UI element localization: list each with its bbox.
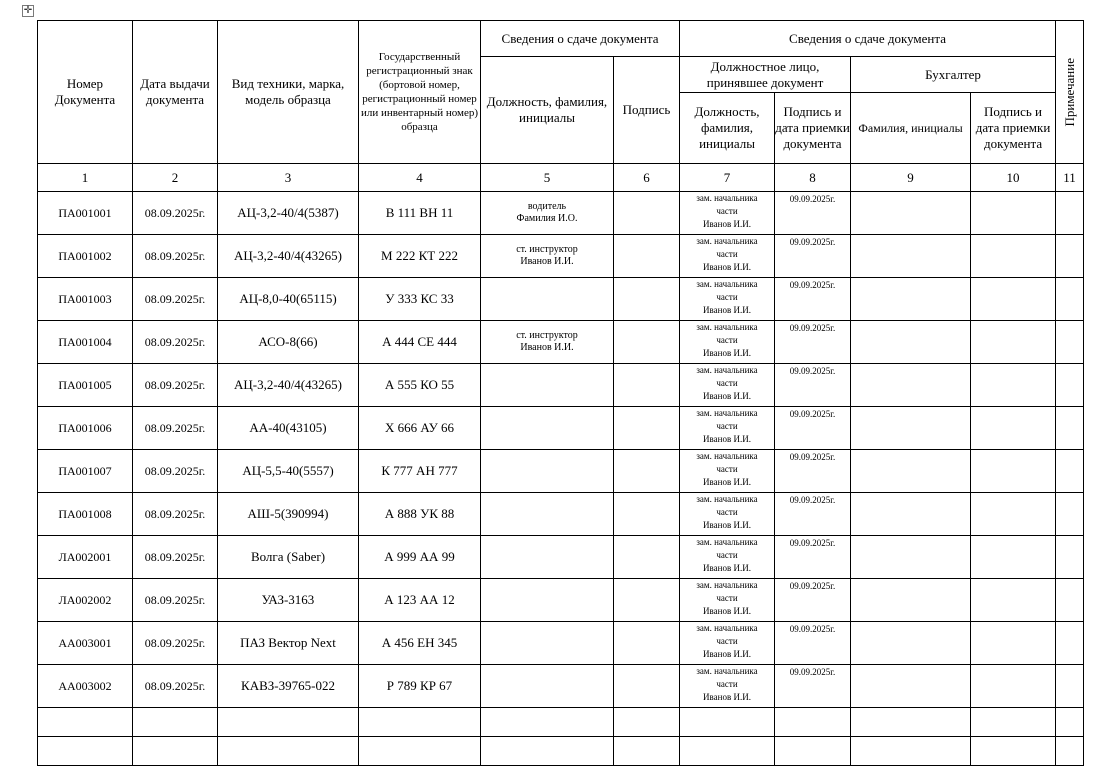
official-signature-date-cell[interactable]: 09.09.2025г. — [775, 235, 851, 278]
official-unit-line: части — [716, 550, 738, 560]
submitter-signature-cell[interactable] — [614, 278, 680, 321]
official-position-line: зам. начальника — [696, 537, 758, 547]
doc-number-cell[interactable]: ПА001001 — [38, 192, 133, 235]
official-unit-line: части — [716, 679, 738, 689]
registry-table — [37, 20, 1084, 766]
empty-cell[interactable] — [1056, 737, 1084, 766]
submitter-name: Иванов И.И. — [520, 256, 574, 267]
vehicle-cell[interactable]: КАВЗ-39765-022 — [218, 665, 359, 708]
official-signature-date-cell[interactable]: 09.09.2025г. — [775, 321, 851, 364]
empty-cell[interactable] — [680, 737, 775, 766]
accountant-name-cell[interactable] — [851, 321, 971, 364]
official-cell[interactable] — [680, 321, 775, 364]
empty-cell[interactable] — [971, 737, 1056, 766]
official-cell[interactable] — [680, 235, 775, 278]
table-row — [38, 364, 1084, 407]
column-number: 7 — [680, 164, 775, 192]
column-number: 10 — [971, 164, 1056, 192]
official-cell[interactable] — [680, 364, 775, 407]
header-submitter-position[interactable]: Должность, фамилия, инициалы — [481, 57, 614, 164]
official-position-line: зам. начальника — [696, 494, 758, 504]
empty-cell[interactable] — [359, 708, 481, 737]
vehicle-cell[interactable]: АА-40(43105) — [218, 407, 359, 450]
official-position-line: зам. начальника — [696, 580, 758, 590]
official-position-line: зам. начальника — [696, 365, 758, 375]
issue-date-cell[interactable]: 08.09.2025г. — [133, 192, 218, 235]
plate-cell[interactable]: М 222 КТ 222 — [359, 235, 481, 278]
vehicle-cell[interactable]: АЦ-3,2-40/4(43265) — [218, 364, 359, 407]
empty-cell[interactable] — [851, 737, 971, 766]
issue-date-cell[interactable]: 08.09.2025г. — [133, 665, 218, 708]
vehicle-cell[interactable]: Волга (Saber) — [218, 536, 359, 579]
empty-table-row — [38, 737, 1084, 766]
official-name-line: Иванов И.И. — [703, 219, 751, 229]
accountant-name-cell[interactable] — [851, 622, 971, 665]
accountant-name-cell[interactable] — [851, 278, 971, 321]
plate-cell[interactable]: К 777 АН 777 — [359, 450, 481, 493]
header-group-submission-b[interactable]: Сведения о сдаче документа — [680, 21, 1056, 57]
doc-number-cell[interactable]: ПА001008 — [38, 493, 133, 536]
official-unit-line: части — [716, 507, 738, 517]
official-cell[interactable] — [680, 579, 775, 622]
official-signature-date-cell[interactable]: 09.09.2025г. — [775, 622, 851, 665]
official-signature-date-cell[interactable]: 09.09.2025г. — [775, 450, 851, 493]
official-name-line: Иванов И.И. — [703, 391, 751, 401]
official-unit-line: части — [716, 292, 738, 302]
notes-cell[interactable] — [1056, 622, 1084, 665]
header-accountant-name[interactable]: Фамилия, инициалы — [851, 93, 971, 164]
official-position-line: зам. начальника — [696, 623, 758, 633]
empty-cell[interactable] — [971, 708, 1056, 737]
accountant-name-cell[interactable] — [851, 536, 971, 579]
header-receiving-official[interactable]: Должностное лицо, принявшее документ — [680, 57, 851, 93]
empty-cell[interactable] — [481, 737, 614, 766]
official-unit-line: части — [716, 464, 738, 474]
accountant-signature-cell[interactable] — [971, 493, 1056, 536]
header-notes: Примечание — [1061, 57, 1077, 127]
submitter-signature-cell[interactable] — [614, 493, 680, 536]
doc-number-cell[interactable]: АА003001 — [38, 622, 133, 665]
submitter-cell[interactable] — [481, 192, 614, 235]
plate-cell[interactable]: А 123 АА 12 — [359, 579, 481, 622]
accountant-name-cell[interactable] — [851, 407, 971, 450]
table-row — [38, 450, 1084, 493]
accountant-signature-cell[interactable] — [971, 450, 1056, 493]
empty-cell[interactable] — [775, 708, 851, 737]
submitter-cell[interactable] — [481, 622, 614, 665]
issue-date-cell[interactable]: 08.09.2025г. — [133, 278, 218, 321]
submitter-cell[interactable] — [481, 579, 614, 622]
doc-number-cell[interactable]: ПА001002 — [38, 235, 133, 278]
accountant-name-cell[interactable] — [851, 493, 971, 536]
submitter-cell[interactable] — [481, 364, 614, 407]
submitter-cell[interactable] — [481, 407, 614, 450]
submitter-name: Фамилия И.О. — [516, 213, 578, 224]
empty-cell[interactable] — [359, 737, 481, 766]
header-official-signature-date[interactable]: Подпись и дата приемки документа — [775, 93, 851, 164]
empty-cell[interactable] — [218, 737, 359, 766]
empty-cell[interactable] — [218, 708, 359, 737]
official-signature-date-cell[interactable]: 09.09.2025г. — [775, 407, 851, 450]
accountant-signature-cell[interactable] — [971, 536, 1056, 579]
table-row — [38, 536, 1084, 579]
official-cell[interactable] — [680, 665, 775, 708]
column-number: 3 — [218, 164, 359, 192]
column-number: 2 — [133, 164, 218, 192]
notes-cell[interactable] — [1056, 407, 1084, 450]
column-number: 5 — [481, 164, 614, 192]
submitter-cell[interactable] — [481, 450, 614, 493]
issue-date-cell[interactable]: 08.09.2025г. — [133, 579, 218, 622]
official-position-line: зам. начальника — [696, 408, 758, 418]
official-signature-date-cell[interactable]: 09.09.2025г. — [775, 579, 851, 622]
accountant-signature-cell[interactable] — [971, 278, 1056, 321]
doc-number-cell[interactable]: ПА001003 — [38, 278, 133, 321]
official-cell[interactable] — [680, 536, 775, 579]
official-position-line: зам. начальника — [696, 236, 758, 246]
doc-number-cell[interactable]: АА003002 — [38, 665, 133, 708]
plate-cell[interactable]: У 333 КС 33 — [359, 278, 481, 321]
accountant-name-cell[interactable] — [851, 665, 971, 708]
column-number: 1 — [38, 164, 133, 192]
issue-date-cell[interactable]: 08.09.2025г. — [133, 493, 218, 536]
issue-date-cell[interactable]: 08.09.2025г. — [133, 321, 218, 364]
submitter-cell[interactable] — [481, 235, 614, 278]
plate-cell[interactable]: А 999 АА 99 — [359, 536, 481, 579]
official-name-line: Иванов И.И. — [703, 692, 751, 702]
submitter-signature-cell[interactable] — [614, 665, 680, 708]
empty-cell[interactable] — [133, 737, 218, 766]
official-unit-line: части — [716, 249, 738, 259]
doc-number-cell[interactable]: ПА001007 — [38, 450, 133, 493]
official-cell[interactable] — [680, 407, 775, 450]
submitter-cell[interactable] — [481, 321, 614, 364]
official-signature-date-cell[interactable]: 09.09.2025г. — [775, 278, 851, 321]
official-position-line: зам. начальника — [696, 451, 758, 461]
empty-table-row — [38, 708, 1084, 737]
accountant-signature-cell[interactable] — [971, 235, 1056, 278]
vehicle-cell[interactable]: АЦ-3,2-40/4(43265) — [218, 235, 359, 278]
doc-number-cell[interactable]: ЛА002002 — [38, 579, 133, 622]
notes-cell[interactable] — [1056, 579, 1084, 622]
official-cell[interactable] — [680, 192, 775, 235]
empty-cell[interactable] — [614, 708, 680, 737]
official-signature-date-cell[interactable]: 09.09.2025г. — [775, 536, 851, 579]
table-row — [38, 665, 1084, 708]
notes-cell[interactable] — [1056, 278, 1084, 321]
issue-date-cell[interactable]: 08.09.2025г. — [133, 364, 218, 407]
accountant-signature-cell[interactable] — [971, 192, 1056, 235]
accountant-signature-cell[interactable] — [971, 321, 1056, 364]
header-group-submission-a[interactable]: Сведения о сдаче документа — [481, 21, 680, 57]
plate-cell[interactable]: А 444 СЕ 444 — [359, 321, 481, 364]
official-unit-line: части — [716, 378, 738, 388]
column-numbers-row — [38, 164, 1084, 192]
accountant-signature-cell[interactable] — [971, 364, 1056, 407]
doc-number-cell[interactable]: ЛА002001 — [38, 536, 133, 579]
official-name-line: Иванов И.И. — [703, 434, 751, 444]
accountant-name-cell[interactable] — [851, 192, 971, 235]
empty-cell[interactable] — [680, 708, 775, 737]
official-unit-line: части — [716, 335, 738, 345]
official-name-line: Иванов И.И. — [703, 649, 751, 659]
official-position-line: зам. начальника — [696, 279, 758, 289]
accountant-signature-cell[interactable] — [971, 579, 1056, 622]
header-issue-date[interactable]: Дата выдачи документа — [133, 21, 218, 164]
official-name-line: Иванов И.И. — [703, 305, 751, 315]
column-number: 8 — [775, 164, 851, 192]
header-vehicle-type[interactable]: Вид техники, марка, модель образца — [218, 21, 359, 164]
empty-cell[interactable] — [133, 708, 218, 737]
submitter-signature-cell[interactable] — [614, 407, 680, 450]
official-position-line: зам. начальника — [696, 666, 758, 676]
submitter-signature-cell[interactable] — [614, 364, 680, 407]
header-accountant-signature-date[interactable]: Подпись и дата приемки документа — [971, 93, 1056, 164]
empty-cell[interactable] — [38, 737, 133, 766]
column-number: 4 — [359, 164, 481, 192]
official-name-line: Иванов И.И. — [703, 520, 751, 530]
empty-cell[interactable] — [38, 708, 133, 737]
submitter-position: водитель — [527, 201, 567, 212]
empty-cell[interactable] — [481, 708, 614, 737]
accountant-name-cell[interactable] — [851, 235, 971, 278]
submitter-signature-cell[interactable] — [614, 321, 680, 364]
accountant-signature-cell[interactable] — [971, 665, 1056, 708]
submitter-cell[interactable] — [481, 278, 614, 321]
submitter-signature-cell[interactable] — [614, 579, 680, 622]
official-signature-date-cell[interactable]: 09.09.2025г. — [775, 192, 851, 235]
official-name-line: Иванов И.И. — [703, 606, 751, 616]
issue-date-cell[interactable]: 08.09.2025г. — [133, 235, 218, 278]
notes-cell[interactable] — [1056, 364, 1084, 407]
empty-cell[interactable] — [1056, 708, 1084, 737]
plate-cell[interactable]: Х 666 АУ 66 — [359, 407, 481, 450]
vehicle-cell[interactable]: ПАЗ Вектор Next — [218, 622, 359, 665]
submitter-cell[interactable] — [481, 493, 614, 536]
official-signature-date-cell[interactable]: 09.09.2025г. — [775, 493, 851, 536]
official-signature-date-cell[interactable]: 09.09.2025г. — [775, 364, 851, 407]
official-name-line: Иванов И.И. — [703, 563, 751, 573]
official-cell[interactable] — [680, 450, 775, 493]
notes-cell[interactable] — [1056, 321, 1084, 364]
plate-cell[interactable]: А 456 ЕН 345 — [359, 622, 481, 665]
plate-cell[interactable]: А 555 КО 55 — [359, 364, 481, 407]
notes-cell[interactable] — [1056, 235, 1084, 278]
notes-cell[interactable] — [1056, 536, 1084, 579]
table-row — [38, 493, 1084, 536]
table-row — [38, 622, 1084, 665]
official-name-line: Иванов И.И. — [703, 262, 751, 272]
submitter-cell[interactable] — [481, 536, 614, 579]
submitter-signature-cell[interactable] — [614, 450, 680, 493]
official-unit-line: части — [716, 636, 738, 646]
empty-cell[interactable] — [851, 708, 971, 737]
table-row — [38, 579, 1084, 622]
notes-cell[interactable] — [1056, 192, 1084, 235]
doc-number-cell[interactable]: ПА001006 — [38, 407, 133, 450]
table-row — [38, 321, 1084, 364]
doc-number-cell[interactable]: ПА001005 — [38, 364, 133, 407]
official-name-line: Иванов И.И. — [703, 348, 751, 358]
column-number: 11 — [1056, 164, 1084, 192]
accountant-signature-cell[interactable] — [971, 622, 1056, 665]
header-notes-cell[interactable] — [1056, 21, 1084, 164]
table-row — [38, 192, 1084, 235]
official-unit-line: части — [716, 421, 738, 431]
vehicle-cell[interactable]: АСО-8(66) — [218, 321, 359, 364]
notes-cell[interactable] — [1056, 665, 1084, 708]
submitter-name: Иванов И.И. — [520, 342, 574, 353]
issue-date-cell[interactable]: 08.09.2025г. — [133, 622, 218, 665]
official-signature-date-cell[interactable]: 09.09.2025г. — [775, 665, 851, 708]
official-unit-line: части — [716, 206, 738, 216]
official-position-line: зам. начальника — [696, 193, 758, 203]
header-submitter-signature[interactable]: Подпись — [614, 57, 680, 164]
notes-cell[interactable] — [1056, 450, 1084, 493]
vehicle-cell[interactable]: АЦ-8,0-40(65115) — [218, 278, 359, 321]
submitter-position: ст. инструктор — [516, 330, 578, 341]
vehicle-cell[interactable]: АЦ-5,5-40(5557) — [218, 450, 359, 493]
plate-cell[interactable]: В 111 ВН 11 — [359, 192, 481, 235]
submitter-cell[interactable] — [481, 665, 614, 708]
plate-cell[interactable]: А 888 УК 88 — [359, 493, 481, 536]
table-row — [38, 235, 1084, 278]
header-accountant[interactable]: Бухгалтер — [851, 57, 1056, 93]
vehicle-cell[interactable]: УАЗ-3163 — [218, 579, 359, 622]
accountant-name-cell[interactable] — [851, 450, 971, 493]
accountant-name-cell[interactable] — [851, 579, 971, 622]
accountant-name-cell[interactable] — [851, 364, 971, 407]
issue-date-cell[interactable]: 08.09.2025г. — [133, 536, 218, 579]
submitter-signature-cell[interactable] — [614, 192, 680, 235]
official-cell[interactable] — [680, 622, 775, 665]
empty-cell[interactable] — [614, 737, 680, 766]
header-registration-plate[interactable]: Государственный регистрационный знак (бортовой номер, регистрационный номер или инвентарный номер) образца — [359, 21, 481, 164]
issue-date-cell[interactable]: 08.09.2025г. — [133, 407, 218, 450]
table-move-handle-icon[interactable]: ✛ — [23, 5, 33, 16]
accountant-signature-cell[interactable] — [971, 407, 1056, 450]
official-cell[interactable] — [680, 493, 775, 536]
official-name-line: Иванов И.И. — [703, 477, 751, 487]
table-row — [38, 278, 1084, 321]
official-cell[interactable] — [680, 278, 775, 321]
vehicle-cell[interactable]: АЦ-3,2-40/4(5387) — [218, 192, 359, 235]
table-row — [38, 407, 1084, 450]
doc-number-cell[interactable]: ПА001004 — [38, 321, 133, 364]
plate-cell[interactable]: Р 789 КР 67 — [359, 665, 481, 708]
official-unit-line: части — [716, 593, 738, 603]
vehicle-cell[interactable]: АШ-5(390994) — [218, 493, 359, 536]
column-number: 9 — [851, 164, 971, 192]
header-doc-number[interactable]: Номер Документа — [38, 21, 133, 164]
submitter-position: ст. инструктор — [516, 244, 578, 255]
issue-date-cell[interactable]: 08.09.2025г. — [133, 450, 218, 493]
column-number: 6 — [614, 164, 680, 192]
header-official-position[interactable]: Должность, фамилия, инициалы — [680, 93, 775, 164]
empty-cell[interactable] — [775, 737, 851, 766]
official-position-line: зам. начальника — [696, 322, 758, 332]
submitter-signature-cell[interactable] — [614, 235, 680, 278]
submitter-signature-cell[interactable] — [614, 622, 680, 665]
notes-cell[interactable] — [1056, 493, 1084, 536]
submitter-signature-cell[interactable] — [614, 536, 680, 579]
